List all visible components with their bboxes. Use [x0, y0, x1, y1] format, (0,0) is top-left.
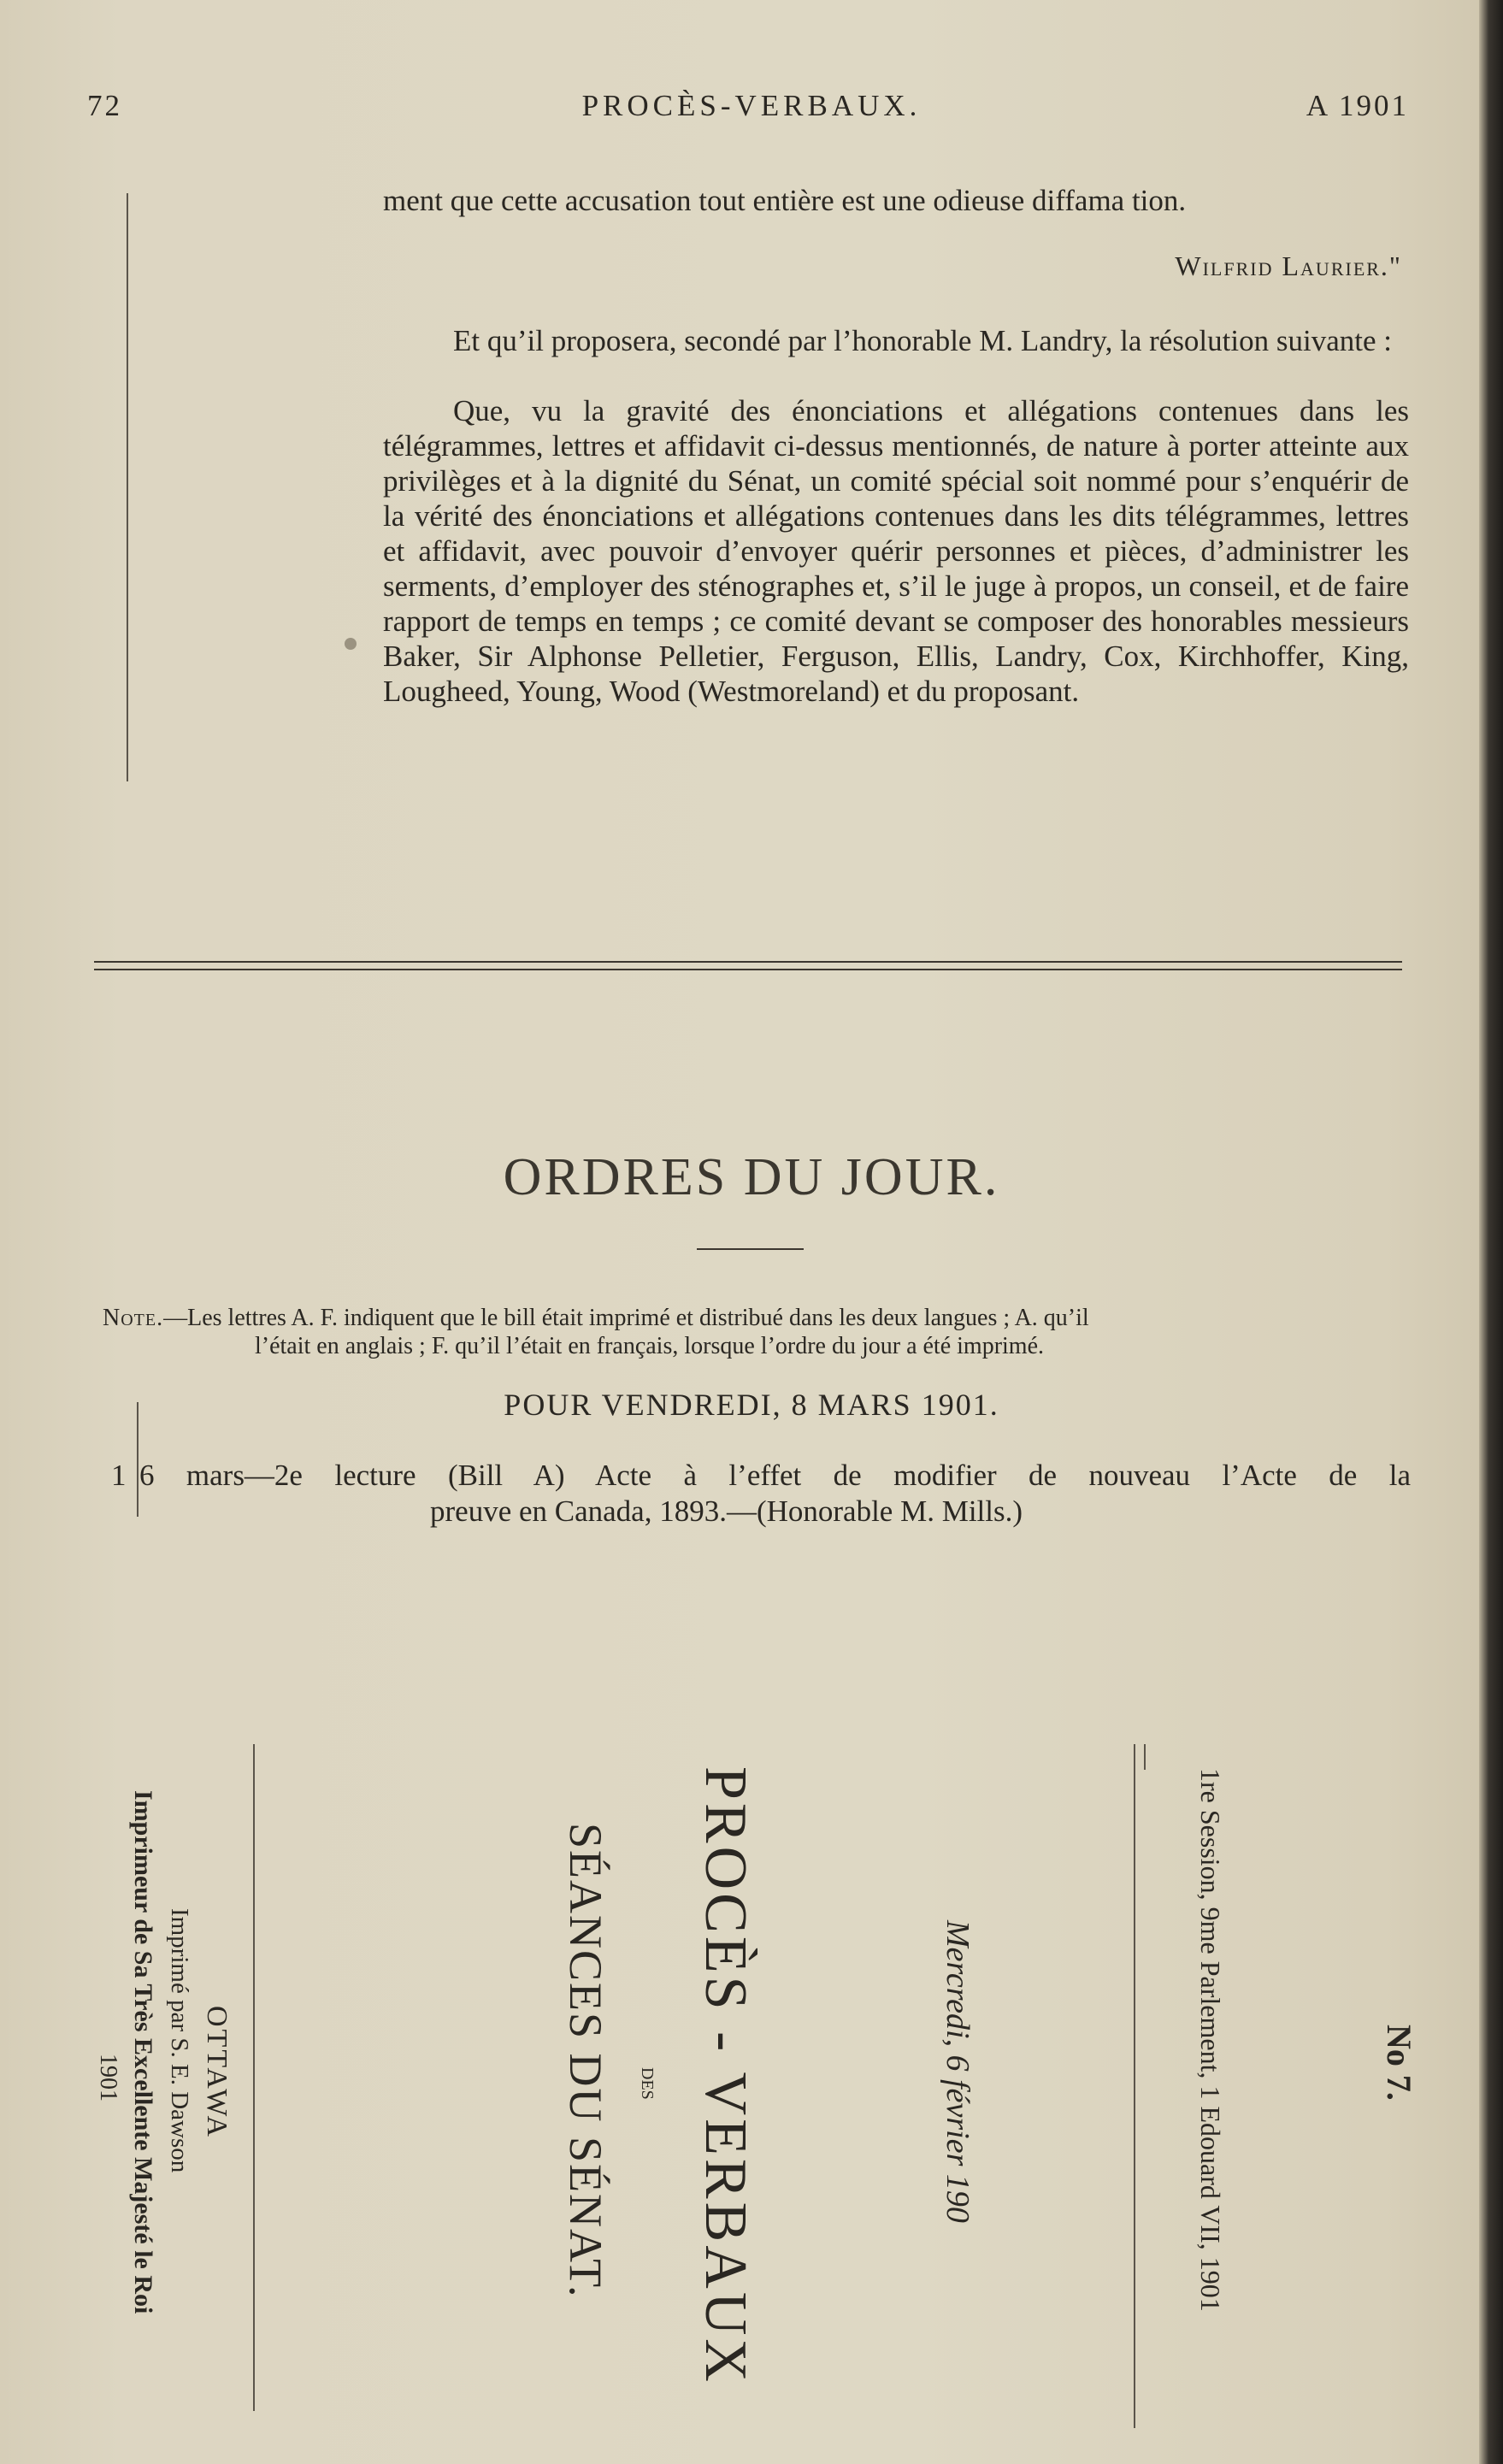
margin-rule	[127, 193, 128, 781]
cover-title-des: DES	[638, 2067, 657, 2100]
cover-rule-right-inner	[1144, 1744, 1146, 1770]
cover-rule-left	[253, 1744, 255, 2411]
session-line: 1re Session, 9me Parlement, 1 Edouard VII, 1901	[1195, 1768, 1226, 2312]
order-margin-rule	[137, 1402, 139, 1517]
day-heading: POUR VENDREDI, 8 MARS 1901.	[504, 1388, 999, 1422]
section-divider	[94, 961, 1402, 970]
motion-body	[383, 393, 1409, 709]
cover-year: 1901	[95, 2054, 121, 2101]
cover-printed-by: Imprimé par S. E. Dawson	[166, 1908, 193, 2173]
orders-title: ORDRES DU JOUR.	[503, 1148, 1000, 1206]
order-line-2: preuve en Canada, 1893.—(Honorable M. Mills.)	[430, 1494, 1023, 1528]
cover-rule-right	[1134, 1744, 1135, 2428]
letter-continuation	[383, 183, 1409, 218]
order-line-1: 6 mars—2e lecture (Bill A) Acte à l’effet de modifier de nouveau l’Acte de la	[139, 1459, 1411, 1492]
motion-intro-text: Et qu’il proposera, secondé par l’honorable M. Landry, la résolution suivante :	[453, 324, 1392, 357]
page-number: 72	[87, 89, 122, 122]
running-head-title: PROCÈS-VERBAUX.	[581, 89, 922, 122]
cover-title-line-1: PROCÈS - VERBAUX	[693, 1766, 758, 2385]
cover-place: OTTAWA	[201, 2006, 233, 2140]
motion-intro	[383, 323, 1409, 358]
binding-edge	[1479, 0, 1503, 2464]
order-number: 1	[111, 1459, 127, 1492]
running-head-year: A 1901	[1306, 89, 1409, 122]
note-line-2: l’était en anglais ; F. qu’il l’était en français, lorsque l’ordre du jour a été imprimé.	[255, 1333, 1045, 1359]
note-line-1: —Les lettres A. F. indiquent que le bill était imprimé et distribué dans les deux langues ; A. qu’il	[163, 1305, 1089, 1331]
title-rule	[697, 1248, 804, 1250]
motion-body-text: Que, vu la gravité des énonciations et allégations contenues dans les télégrammes, lettres et affidavit ci-dessus mentionnés, de nature à porter atteinte aux privilèges et à la dignité du Sénat, un comité spécial soit nommé pour s’enquérir de la vérité des énonciations et allégations contenues dans les dits télégrammes, lettres et affidavit, avec pouvoir d’envoyer quérir personnes et pièces, d’administrer les serments, d’employer des sténographes et, s’il le juge à propos, un conseil, et de faire rapport de temps en temps ; ce comité devant se composer des honorables messieurs Baker, Sir Alphonse Pelletier, Ferguson, Ellis, Landry, Cox, Kirchhoffer, King, Lougheed, Young, Wood (Westmoreland) et du proposant.	[383, 394, 1409, 708]
order-text	[139, 1458, 1411, 1530]
note-label: Note.	[103, 1305, 164, 1331]
cover-printer-title: Imprimeur de Sa Très Excellente Majesté le Roi	[129, 1790, 157, 2314]
signature: Wilfrid Laurier."	[1175, 251, 1402, 281]
issue-number: No 7.	[1380, 2025, 1418, 2101]
orders-note	[103, 1304, 1411, 1360]
cover-date: Mercredi, 6 février 190	[940, 1920, 975, 2223]
ink-smudge	[345, 638, 357, 650]
running-head	[0, 89, 1503, 132]
cover-title-line-2: SÉANCES DU SÉNAT.	[560, 1823, 611, 2299]
letter-continuation-text: ment que cette accusation tout entière est une odieuse diffama tion.	[383, 184, 1187, 217]
